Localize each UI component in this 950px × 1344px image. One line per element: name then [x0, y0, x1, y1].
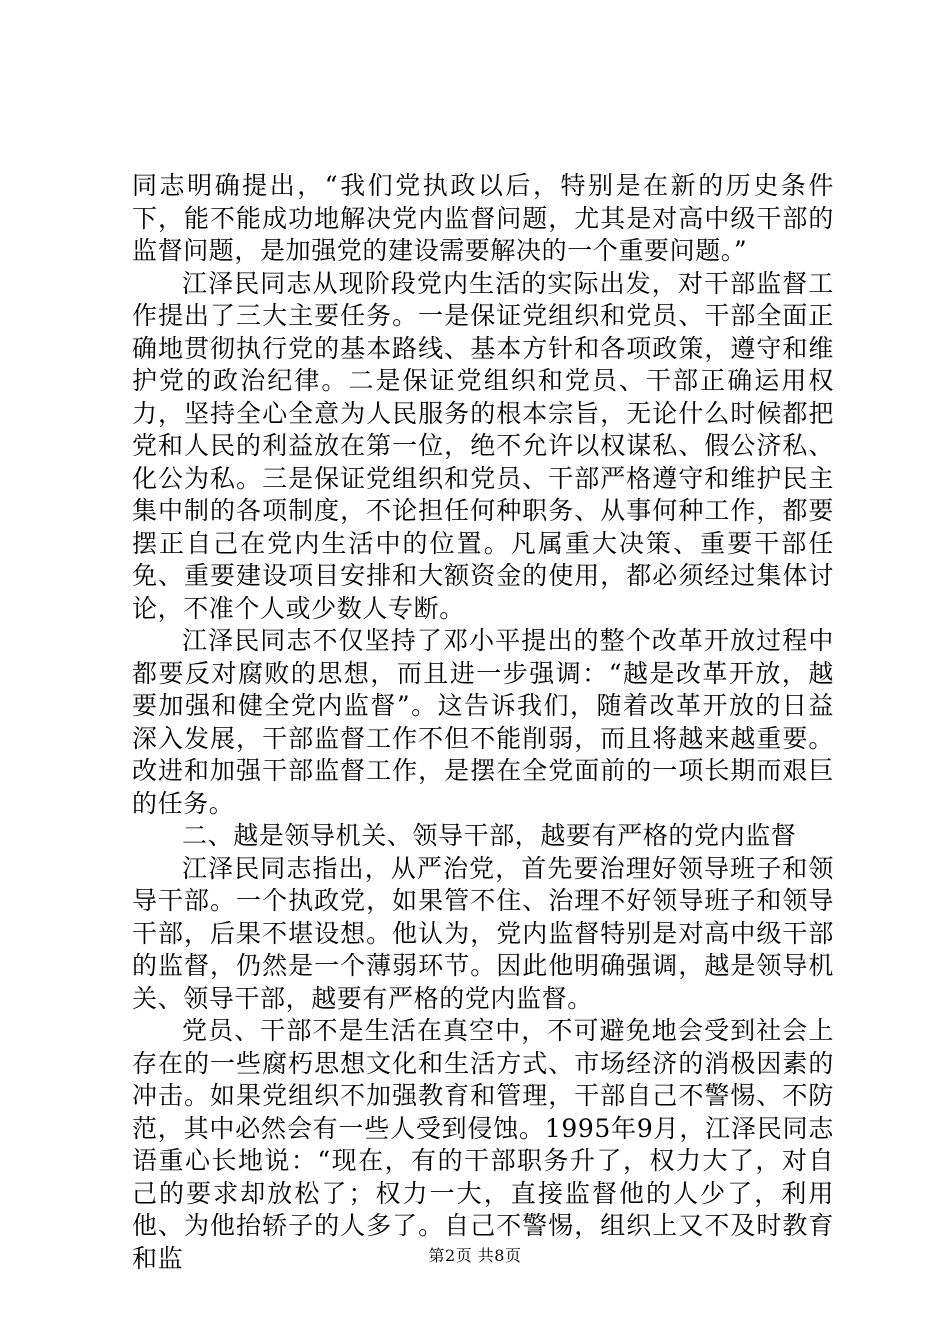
paragraph-cadres: 党员、干部不是生活在真空中，不可避免地会受到社会上存在的一些腐朽思想文化和生活方式、市场经济的消极因素的冲击。如果党组织不加强教育和管理，干部自己不警惕、不防范，其中必然会有一些人受到侵蚀。1995年9月，江泽民同志语重心长地说：“现在，有的干部职务升了，权力大了，对自己的要求却放松了；权力一大，直接监督他的人少了，利用他、为他抬轿子的人多了。自己不警惕，组织上又不及时教育和监	[132, 1016, 834, 1273]
paragraph-reform-supervision: 江泽民同志不仅坚持了邓小平提出的整个改革开放过程中都要反对腐败的思想，而且进一步强调：“越是改革开放，越要加强和健全党内监督”。这告诉我们，随着改革开放的日益深入发展，干部监督工作不但不能削弱，而且将越来越重要。改进和加强干部监督工作，是摆在全党面前的一项长期而艰巨的任务。	[132, 626, 834, 818]
page-number-footer: 第2页 共8页	[428, 1246, 522, 1265]
paragraph-leadership: 江泽民同志指出，从严治党，首先要治理好领导班子和领导干部。一个执政党，如果管不住、治理不好领导班子和领导干部，后果不堪设想。他认为，党内监督特别是对高中级干部的监督，仍然是一个薄弱环节。因此他明确强调，越是领导机关、领导干部，越要有严格的党内监督。	[132, 853, 834, 1013]
document-body	[132, 170, 834, 1275]
paragraph-three-tasks: 江泽民同志从现阶段党内生活的实际出发，对干部监督工作提出了三大主要任务。一是保证党组织和党员、干部全面正确地贯彻执行党的基本路线、基本方针和各项政策，遵守和维护党的政治纪律。二是保证党组织和党员、干部正确运用权力，坚持全心全意为人民服务的根本宗旨，无论什么时候都把党和人民的利益放在第一位，绝不允许以权谋私、假公济私、化公为私。三是保证党组织和党员、干部严格遵守和维护民主集中制的各项制度，不论担任何种职务、从事何种工作，都要摆正自己在党内生活中的位置。凡属重大决策、重要干部任免、重要建设项目安排和大额资金的使用，都必须经过集体讨论，不准个人或少数人专断。	[132, 268, 834, 623]
paragraph-continuation: 同志明确提出，“我们党执政以后，特别是在新的历史条件下，能不能成功地解决党内监督问题，尤其是对高中级干部的监督问题，是加强党的建设需要解决的一个重要问题。”	[132, 171, 834, 265]
section-heading: 二、越是领导机关、领导干部，越要有严格的党内监督	[182, 821, 797, 850]
